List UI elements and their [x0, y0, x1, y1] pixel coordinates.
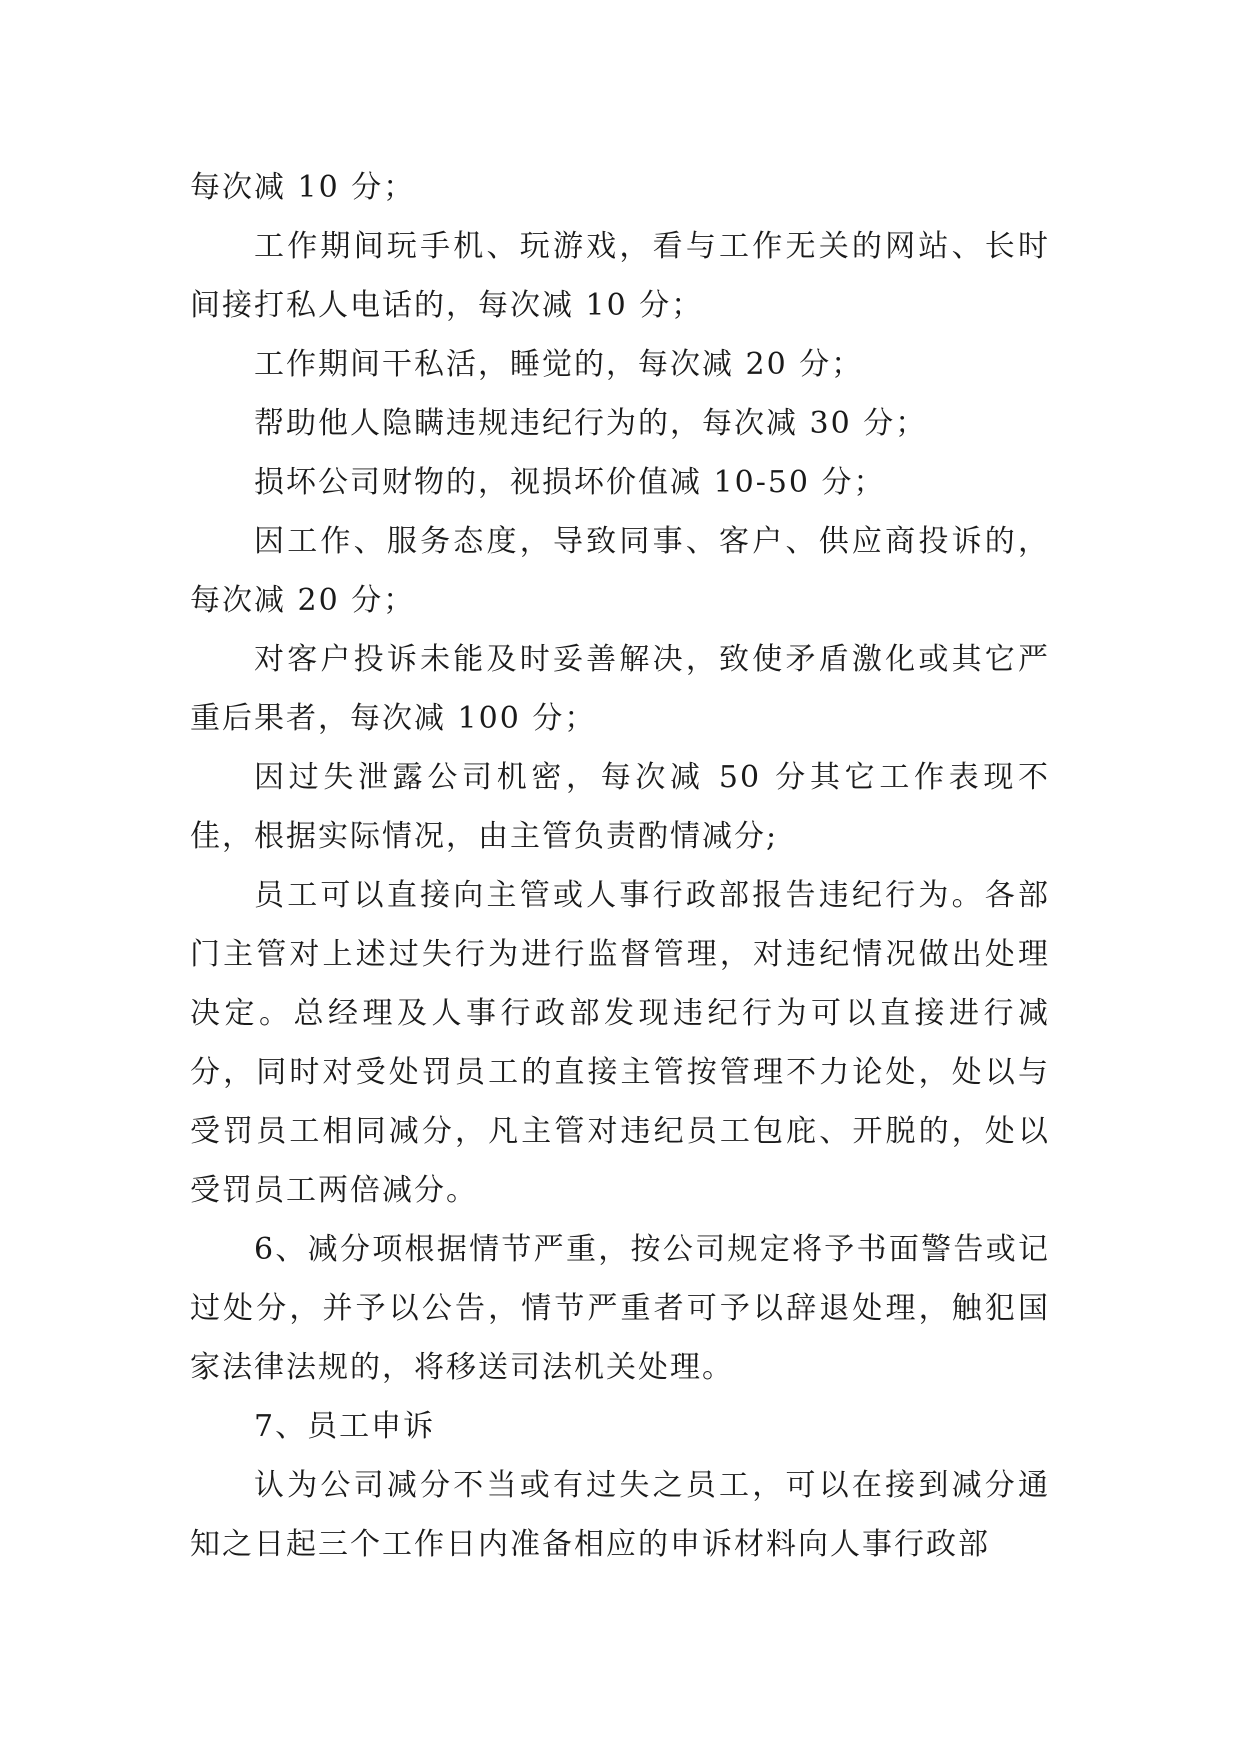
document-body: [190, 158, 1050, 1574]
paragraph-8: 因过失泄露公司机密，每次减 50 分其它工作表现不佳，根据实际情况，由主管负责酌情减分;: [190, 760, 1050, 854]
paragraph-6: 因工作、服务态度，导致同事、客户、供应商投诉的，每次减 20 分；: [190, 524, 1050, 618]
paragraph-7: 对客户投诉未能及时妥善解决，致使矛盾激化或其它严重后果者，每次减 100 分；: [190, 642, 1050, 736]
paragraph-10: 6、减分项根据情节严重，按公司规定将予书面警告或记过处分，并予以公告，情节严重者可予以辞退处理，触犯国家法律法规的，将移送司法机关处理。: [190, 1232, 1050, 1385]
paragraph-2: 工作期间玩手机、玩游戏，看与工作无关的网站、长时间接打私人电话的，每次减 10 分；: [190, 229, 1050, 323]
paragraph-3: 工作期间干私活，睡觉的，每次减 20 分；: [254, 347, 864, 382]
paragraph-5: 损坏公司财物的，视损坏价值减 10-50 分；: [254, 465, 886, 500]
paragraph-9: 员工可以直接向主管或人事行政部报告违纪行为。各部门主管对上述过失行为进行监督管理，对违纪情况做出处理决定。总经理及人事行政部发现违纪行为可以直接进行减分，同时对受处罚员工的直接主管按管理不力论处，处以与受罚员工相同减分，凡主管对违纪员工包庇、开脱的，处以受罚员工两倍减分。: [190, 878, 1050, 1208]
paragraph-12: 认为公司减分不当或有过失之员工，可以在接到减分通知之日起三个工作日内准备相应的申诉材料向人事行政部: [190, 1468, 1050, 1562]
section-heading-appeal: 7、员工申诉: [254, 1409, 436, 1444]
paragraph-4: 帮助他人隐瞒违规违纪行为的，每次减 30 分；: [254, 406, 928, 441]
paragraph-1: 每次减 10 分；: [190, 170, 416, 205]
